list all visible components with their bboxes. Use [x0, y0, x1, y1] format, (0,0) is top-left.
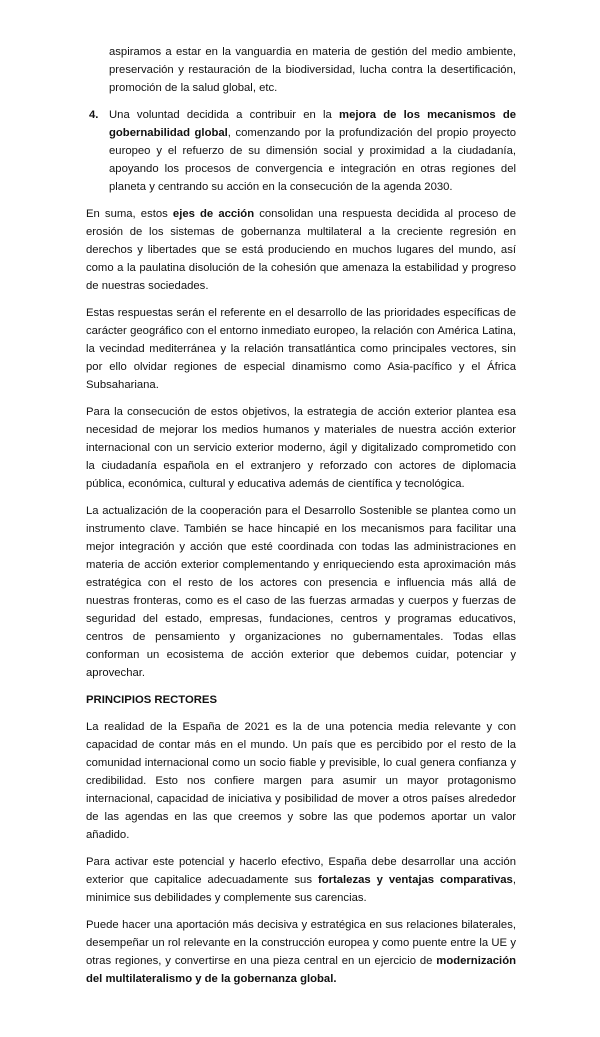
paragraph-suma [86, 205, 516, 295]
bold-text: mejora de los mecanismos de gobernabilidad global [109, 109, 517, 139]
paragraph-puede [86, 916, 516, 988]
list-item-4 [86, 106, 516, 196]
bold-text: modernización del multilateralismo y de la gobernanza global. [86, 955, 516, 985]
text: Para activar este potencial y hacerlo efectivo, España debe desarrollar una acción exterior que capitalice adecuadamente sus [86, 856, 516, 886]
text: Puede hacer una aportación más decisiva y estratégica en sus relaciones bilaterales, desempeñar un rol relevante en la construcción europea y como puente entre la UE y otras regiones, y convertirse en una pieza central en un ejercicio de [86, 919, 516, 967]
list-item-3-continuation: aspiramos a estar en la vanguardia en materia de gestión del medio ambiente, preservación y restauración de la biodiversidad, lucha contra la desertificación, promoción de la salud global, etc. [109, 46, 516, 94]
paragraph-realidad: La realidad de la España de 2021 es la de una potencia media relevante y con capacidad de contar más en el mundo. Un país que es percibido por el resto de la comunidad internacional como un socio fiable y previsible, lo cual genera confianza y credibilidad. Esto nos confiere margen para asumir un mayor protagonismo internacional, capacidad de iniciativa y posibilidad de mover a otros países alrededor de las agendas en las que creemos y sobre las que podemos aportar un valor añadido. [86, 721, 516, 841]
list-number: 4. [89, 109, 99, 121]
paragraph-para: Para la consecución de estos objetivos, la estrategia de acción exterior plantea esa necesidad de mejorar los medios humanos y materiales de nuestra acción exterior internacional con un servicio exterior moderno, ágil y digitalizado comprometido con la ciudadanía española en el extranjero y reforzado con actores de diplomacia pública, económica, cultural y educativa además de científica y tecnológica. [86, 406, 516, 490]
bold-text: fortalezas y ventajas comparativas [317, 874, 513, 886]
text: consolidan una respuesta decidida al proceso de erosión de los sistemas de gobernanza multilateral a la creciente regresión en derechos y libertades que se está produciendo en muchos lugares del mundo, así como a la paulatina disolución de la cohesión que amenaza la estabilidad y progreso de nuestras sociedades. [86, 208, 516, 292]
section-heading: PRINCIPIOS RECTORES [86, 694, 217, 706]
paragraph-activar [86, 853, 516, 907]
bold-text: ejes de acción [172, 208, 255, 220]
text: , comenzando por la profundización del propio proyecto europeo y el refuerzo de su dimensión social y proximidad a la ciudadanía, apoyando los procesos de convergencia e integración en otras regiones del planeta y centrando su acción en la consecución de la agenda 2030. [109, 127, 516, 193]
text: Una voluntad decidida a contribuir en la [109, 109, 340, 121]
list-item-4-text [109, 106, 516, 196]
paragraph-estas: Estas respuestas serán el referente en el desarrollo de las prioridades específicas de carácter geográfico con el entorno inmediato europeo, la relación con América Latina, la vecindad mediterránea y la relación transatlántica como principales vectores, sin por ello olvidar regiones de especial dinamismo como Asia-pacífico y el África Subsahariana. [86, 307, 516, 391]
text: En suma, estos [86, 208, 173, 220]
paragraph-actualizacion: La actualización de la cooperación para el Desarrollo Sostenible se plantea como un instrumento clave. También se hace hincapié en los mecanismos para facilitar una mejor integración y acción que esté coordinada con todas las administraciones en materia de acción exterior complementando y enriqueciendo esta aproximación más estratégica con el resto de los actores con presencia e influencia más allá de nuestras fronteras, como es el caso de las fuerzas armadas y cuerpos y fuerzas de seguridad del estado, empresas, fundaciones, centros y programas educativos, centros de pensamiento y organizaciones no gubernamentales. Todas ellas conforman un ecosistema de acción exterior que debemos cuidar, potenciar y aprovechar. [86, 505, 516, 679]
text: , minimice sus debilidades y complemente sus carencias. [86, 874, 516, 904]
